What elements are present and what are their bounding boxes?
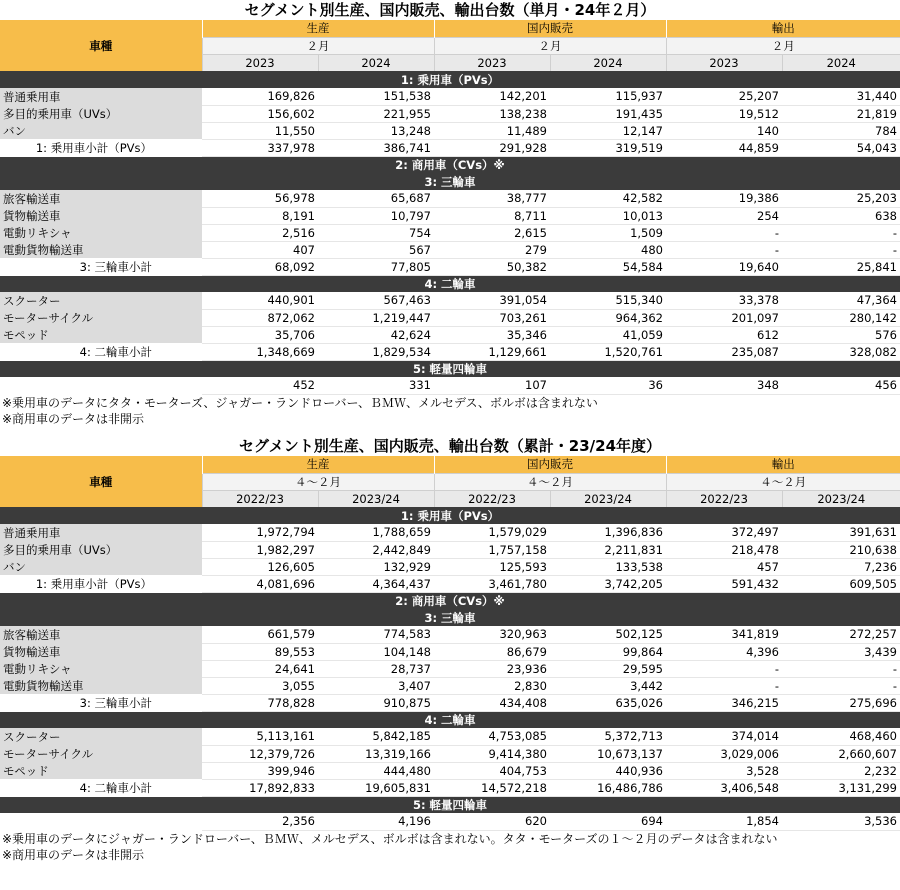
cell-value: 35,346 (434, 326, 550, 343)
cell-value: 25,841 (782, 258, 900, 275)
cell-value: - (666, 660, 782, 677)
section-header: 4: 二輪車 (0, 275, 900, 292)
cell-value: - (666, 677, 782, 694)
section-header: 1: 乗用車（PVs） (0, 507, 900, 524)
cell-value: 440,936 (550, 762, 666, 779)
group-header: 生産 (202, 456, 434, 473)
cell-value: 142,201 (434, 88, 550, 105)
period-header: ２月 (666, 37, 900, 54)
row-label: モペッド (0, 762, 202, 779)
cell-value: 272,257 (782, 626, 900, 643)
cell-value: 126,605 (202, 558, 318, 575)
year-header: 2024 (318, 54, 434, 71)
cell-value: 502,125 (550, 626, 666, 643)
cell-value: 8,711 (434, 207, 550, 224)
cell-value: 1,509 (550, 224, 666, 241)
cell-value: 2,232 (782, 762, 900, 779)
row-label: モーターサイクル (0, 745, 202, 762)
cell-value: 201,097 (666, 309, 782, 326)
row-label: 普通乗用車 (0, 88, 202, 105)
cell-value: 12,379,726 (202, 745, 318, 762)
cell-value: 591,432 (666, 575, 782, 592)
cell-value: 279 (434, 241, 550, 258)
section-header: 4: 二輪車 (0, 711, 900, 728)
cumulative-table-block (0, 436, 900, 863)
subtotal-row (0, 694, 900, 711)
cell-value: 346,215 (666, 694, 782, 711)
group-header: 国内販売 (434, 456, 666, 473)
cell-value: 3,029,006 (666, 745, 782, 762)
year-header: 2023 (666, 54, 782, 71)
cell-value: 910,875 (318, 694, 434, 711)
cell-value: 2,356 (202, 813, 318, 830)
cell-value: 3,442 (550, 677, 666, 694)
cell-value: 7,236 (782, 558, 900, 575)
cell-value: 1,579,029 (434, 524, 550, 541)
year-header: 2023 (434, 54, 550, 71)
subtotal-row (0, 139, 900, 156)
period-header: ２月 (434, 37, 666, 54)
row-label: 普通乗用車 (0, 524, 202, 541)
cell-value: 320,963 (434, 626, 550, 643)
row-label (0, 813, 202, 830)
cell-value: 638 (782, 207, 900, 224)
cell-value: 1,982,297 (202, 541, 318, 558)
cell-value: 86,679 (434, 643, 550, 660)
cell-value: 703,261 (434, 309, 550, 326)
cell-value: 235,087 (666, 343, 782, 360)
cell-value: 567,463 (318, 292, 434, 309)
cell-value: 964,362 (550, 309, 666, 326)
vehicle-type-header: 車種 (0, 20, 202, 71)
row-label: 旅客輸送車 (0, 626, 202, 643)
cell-value: 457 (666, 558, 782, 575)
row-label: 貨物輸送車 (0, 207, 202, 224)
cell-value: 4,364,437 (318, 575, 434, 592)
table-row (0, 224, 900, 241)
table-title: セグメント別生産、国内販売、輸出台数（累計・23/24年度） (238, 437, 662, 455)
cell-value: 47,364 (782, 292, 900, 309)
cell-value: 4,196 (318, 813, 434, 830)
cell-value: 99,864 (550, 643, 666, 660)
cell-value: 374,014 (666, 728, 782, 745)
cell-value: 4,081,696 (202, 575, 318, 592)
row-label: モペッド (0, 326, 202, 343)
cell-value: 778,828 (202, 694, 318, 711)
cell-value: - (782, 224, 900, 241)
year-header: 2023 (202, 54, 318, 71)
row-label: モーターサイクル (0, 309, 202, 326)
period-header: ４～２月 (202, 473, 434, 490)
cell-value: 1,348,669 (202, 343, 318, 360)
cell-value: 2,615 (434, 224, 550, 241)
cell-value: 10,797 (318, 207, 434, 224)
group-header: 輸出 (666, 456, 900, 473)
cell-value: - (782, 677, 900, 694)
cell-value: 68,092 (202, 258, 318, 275)
header-row-groups (0, 20, 900, 37)
cell-value: 1,129,661 (434, 343, 550, 360)
row-label: 電動リキシャ (0, 660, 202, 677)
cell-value: 2,660,607 (782, 745, 900, 762)
cell-value: 5,113,161 (202, 728, 318, 745)
cell-value: 1,219,447 (318, 309, 434, 326)
cell-value: 77,805 (318, 258, 434, 275)
year-header: 2024 (550, 54, 666, 71)
cell-value: 404,753 (434, 762, 550, 779)
cell-value: 42,582 (550, 190, 666, 207)
footnote: ※乗用車のデータにジャガー・ランドローバー、ＢＭＷ、メルセデス、ボルボは含まれない。タタ・モーターズの１～２月のデータは含まれない (2, 831, 778, 846)
vehicle-type-header: 車種 (0, 456, 202, 507)
cell-value: 151,538 (318, 88, 434, 105)
cell-value: 1,788,659 (318, 524, 434, 541)
cell-value: 125,593 (434, 558, 550, 575)
row-label: 3: 三輪車小計 (0, 258, 202, 275)
cell-value: 210,638 (782, 541, 900, 558)
cell-value: - (666, 241, 782, 258)
year-header: 2022/23 (202, 490, 318, 507)
cell-value: 407 (202, 241, 318, 258)
cell-value: 11,550 (202, 122, 318, 139)
section-header: 5: 軽量四輪車 (0, 360, 900, 377)
row-label: 1: 乗用車小計（PVs） (0, 139, 202, 156)
cell-value: 54,584 (550, 258, 666, 275)
cell-value: 1,854 (666, 813, 782, 830)
cell-value: 2,442,849 (318, 541, 434, 558)
cell-value: 25,207 (666, 88, 782, 105)
year-header: 2024 (782, 54, 900, 71)
table-row (0, 524, 900, 541)
cell-value: 440,901 (202, 292, 318, 309)
header-row-groups (0, 456, 900, 473)
section-header: 2: 商用車（CVs）※ (0, 156, 900, 173)
subtotal-row (0, 575, 900, 592)
section-header-row (0, 711, 900, 728)
cell-value: 41,059 (550, 326, 666, 343)
cell-value: - (782, 660, 900, 677)
cell-value: 38,777 (434, 190, 550, 207)
cell-value: 36 (550, 377, 666, 394)
cell-value: 456 (782, 377, 900, 394)
section-header-row (0, 71, 900, 88)
cell-value: 50,382 (434, 258, 550, 275)
cell-value: 16,486,786 (550, 779, 666, 796)
cell-value: 5,842,185 (318, 728, 434, 745)
row-label: 4: 二輪車小計 (0, 779, 202, 796)
cell-value: 191,435 (550, 105, 666, 122)
period-header: ２月 (202, 37, 434, 54)
cell-value: 29,595 (550, 660, 666, 677)
cell-value: 23,936 (434, 660, 550, 677)
year-header: 2023/24 (550, 490, 666, 507)
row-label: 電動貨物輸送車 (0, 677, 202, 694)
cell-value: 331 (318, 377, 434, 394)
cell-value: 612 (666, 326, 782, 343)
row-label (0, 377, 202, 394)
cell-value: 399,946 (202, 762, 318, 779)
table-row (0, 762, 900, 779)
table-row (0, 813, 900, 830)
cell-value: 291,928 (434, 139, 550, 156)
section-header: 2: 商用車（CVs）※ (0, 592, 900, 609)
cell-value: 372,497 (666, 524, 782, 541)
table-row (0, 292, 900, 309)
row-label: 貨物輸送車 (0, 643, 202, 660)
row-label: 電動貨物輸送車 (0, 241, 202, 258)
cell-value: 275,696 (782, 694, 900, 711)
subtotal-row (0, 343, 900, 360)
cell-value: 3,742,205 (550, 575, 666, 592)
cell-value: - (666, 224, 782, 241)
group-header: 輸出 (666, 20, 900, 37)
subtotal-row (0, 258, 900, 275)
cell-value: 25,203 (782, 190, 900, 207)
row-label: スクーター (0, 292, 202, 309)
cell-value: 434,408 (434, 694, 550, 711)
segment-table (0, 456, 900, 831)
cell-value: 107 (434, 377, 550, 394)
cell-value: 19,640 (666, 258, 782, 275)
cell-value: 328,082 (782, 343, 900, 360)
table-row (0, 728, 900, 745)
cell-value: 133,538 (550, 558, 666, 575)
cell-value: 3,055 (202, 677, 318, 694)
cell-value: 567 (318, 241, 434, 258)
cell-value: 3,528 (666, 762, 782, 779)
cell-value: 156,602 (202, 105, 318, 122)
cell-value: 13,319,166 (318, 745, 434, 762)
table-title: セグメント別生産、国内販売、輸出台数（単月・24年２月） (244, 1, 656, 19)
segment-table (0, 20, 900, 395)
cell-value: 138,238 (434, 105, 550, 122)
cell-value: 337,978 (202, 139, 318, 156)
cell-value: 348 (666, 377, 782, 394)
cell-value: 54,043 (782, 139, 900, 156)
cell-value: 132,929 (318, 558, 434, 575)
row-label: 旅客輸送車 (0, 190, 202, 207)
group-header: 国内販売 (434, 20, 666, 37)
cell-value: 754 (318, 224, 434, 241)
footnote: ※商用車のデータは非開示 (2, 847, 145, 862)
cell-value: 115,937 (550, 88, 666, 105)
cell-value: 104,148 (318, 643, 434, 660)
cell-value: 10,673,137 (550, 745, 666, 762)
cell-value: 2,211,831 (550, 541, 666, 558)
table-row (0, 677, 900, 694)
cell-value: 33,378 (666, 292, 782, 309)
cell-value: 609,505 (782, 575, 900, 592)
cell-value: 9,414,380 (434, 745, 550, 762)
cell-value: 4,396 (666, 643, 782, 660)
cell-value: 3,536 (782, 813, 900, 830)
table-row (0, 377, 900, 394)
cell-value: 319,519 (550, 139, 666, 156)
cell-value: 784 (782, 122, 900, 139)
cell-value: 4,753,085 (434, 728, 550, 745)
cell-value: 1,757,158 (434, 541, 550, 558)
section-header-row (0, 156, 900, 173)
row-label: 4: 二輪車小計 (0, 343, 202, 360)
cell-value: 3,406,548 (666, 779, 782, 796)
cell-value: 635,026 (550, 694, 666, 711)
cell-value: 169,826 (202, 88, 318, 105)
section-header: 3: 三輪車 (0, 609, 900, 626)
section-header-row (0, 592, 900, 609)
cell-value: 19,512 (666, 105, 782, 122)
subtotal-row (0, 779, 900, 796)
footnote: ※乗用車のデータにタタ・モーターズ、ジャガー・ランドローバー、ＢＭＷ、メルセデス、ボルボは含まれない (2, 395, 598, 410)
cell-value: 11,489 (434, 122, 550, 139)
cell-value: 1,520,761 (550, 343, 666, 360)
cell-value: 5,372,713 (550, 728, 666, 745)
section-header-row (0, 796, 900, 813)
cell-value: 774,583 (318, 626, 434, 643)
footnote: ※商用車のデータは非開示 (2, 411, 145, 426)
cell-value: 42,624 (318, 326, 434, 343)
section-header: 5: 軽量四輪車 (0, 796, 900, 813)
cell-value: 3,439 (782, 643, 900, 660)
cell-value: 1,396,836 (550, 524, 666, 541)
table-row (0, 190, 900, 207)
table-row (0, 558, 900, 575)
table-row (0, 745, 900, 762)
cell-value: 391,054 (434, 292, 550, 309)
cell-value: 576 (782, 326, 900, 343)
table-row (0, 122, 900, 139)
table-row (0, 88, 900, 105)
cell-value: 391,631 (782, 524, 900, 541)
cell-value: 452 (202, 377, 318, 394)
table-row (0, 105, 900, 122)
row-label: 電動リキシャ (0, 224, 202, 241)
year-header: 2023/24 (782, 490, 900, 507)
cell-value: 17,892,833 (202, 779, 318, 796)
cell-value: 386,741 (318, 139, 434, 156)
year-header: 2022/23 (666, 490, 782, 507)
cell-value: 218,478 (666, 541, 782, 558)
cell-value: 31,440 (782, 88, 900, 105)
cell-value: 480 (550, 241, 666, 258)
cell-value: 872,062 (202, 309, 318, 326)
row-label: バン (0, 558, 202, 575)
cell-value: 14,572,218 (434, 779, 550, 796)
section-header-row (0, 275, 900, 292)
cell-value: 2,516 (202, 224, 318, 241)
cell-value: 694 (550, 813, 666, 830)
cell-value: 89,553 (202, 643, 318, 660)
period-header: ４～２月 (434, 473, 666, 490)
cell-value: 21,819 (782, 105, 900, 122)
cell-value: 1,829,534 (318, 343, 434, 360)
cell-value: 28,737 (318, 660, 434, 677)
section-header-row (0, 507, 900, 524)
cell-value: 661,579 (202, 626, 318, 643)
section-header: 3: 三輪車 (0, 173, 900, 190)
table-row (0, 309, 900, 326)
row-label: 3: 三輪車小計 (0, 694, 202, 711)
section-header: 1: 乗用車（PVs） (0, 71, 900, 88)
cell-value: 19,386 (666, 190, 782, 207)
cell-value: 3,461,780 (434, 575, 550, 592)
cell-value: 56,978 (202, 190, 318, 207)
period-header: ４～２月 (666, 473, 900, 490)
cell-value: - (782, 241, 900, 258)
section-header-row (0, 360, 900, 377)
cell-value: 35,706 (202, 326, 318, 343)
cell-value: 341,819 (666, 626, 782, 643)
cell-value: 254 (666, 207, 782, 224)
cell-value: 515,340 (550, 292, 666, 309)
table-row (0, 207, 900, 224)
section-header-row (0, 609, 900, 626)
cell-value: 280,142 (782, 309, 900, 326)
cell-value: 468,460 (782, 728, 900, 745)
year-header: 2023/24 (318, 490, 434, 507)
cell-value: 3,131,299 (782, 779, 900, 796)
cell-value: 620 (434, 813, 550, 830)
cell-value: 10,013 (550, 207, 666, 224)
cell-value: 140 (666, 122, 782, 139)
table-row (0, 626, 900, 643)
table-row (0, 241, 900, 258)
cell-value: 44,859 (666, 139, 782, 156)
cell-value: 19,605,831 (318, 779, 434, 796)
table-row (0, 326, 900, 343)
row-label: バン (0, 122, 202, 139)
cell-value: 2,830 (434, 677, 550, 694)
cell-value: 8,191 (202, 207, 318, 224)
table-row (0, 541, 900, 558)
cell-value: 444,480 (318, 762, 434, 779)
group-header: 生産 (202, 20, 434, 37)
cell-value: 24,641 (202, 660, 318, 677)
row-label: 多目的乗用車（UVs） (0, 105, 202, 122)
year-header: 2022/23 (434, 490, 550, 507)
cell-value: 221,955 (318, 105, 434, 122)
table-row (0, 660, 900, 677)
row-label: 1: 乗用車小計（PVs） (0, 575, 202, 592)
table-row (0, 643, 900, 660)
row-label: 多目的乗用車（UVs） (0, 541, 202, 558)
cell-value: 12,147 (550, 122, 666, 139)
monthly-table-block (0, 0, 900, 427)
cell-value: 1,972,794 (202, 524, 318, 541)
cell-value: 13,248 (318, 122, 434, 139)
section-header-row (0, 173, 900, 190)
cell-value: 65,687 (318, 190, 434, 207)
row-label: スクーター (0, 728, 202, 745)
cell-value: 3,407 (318, 677, 434, 694)
